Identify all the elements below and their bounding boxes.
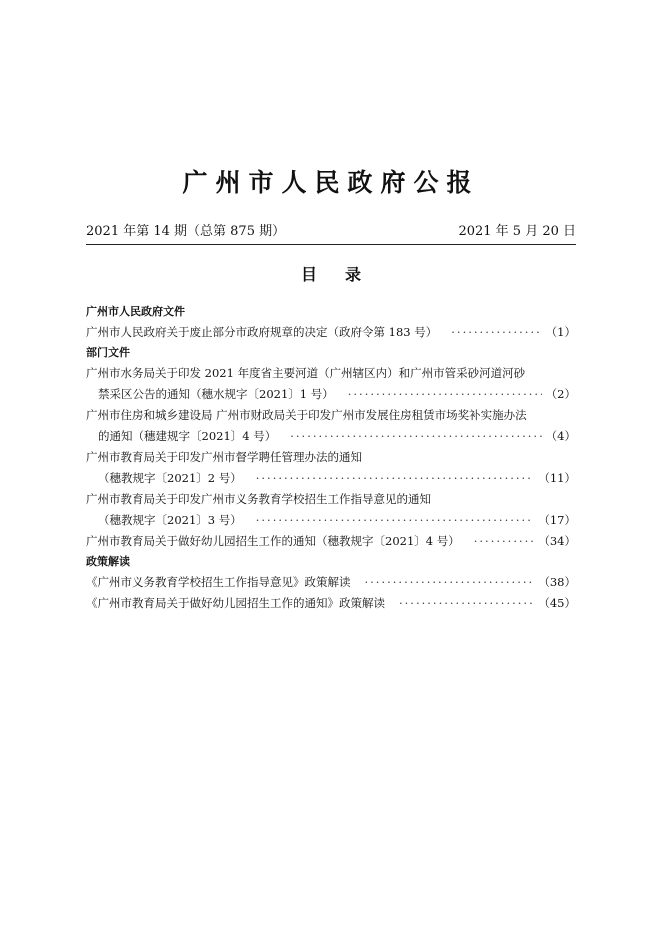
toc-entry-title-cont: （穗教规字〔2021〕3 号） [98, 513, 242, 527]
toc-entry[interactable] [86, 322, 576, 343]
bulletin-title: 广州市人民政府公报 [182, 168, 480, 197]
toc-entry[interactable] [86, 572, 576, 593]
toc-heading: 目 录 [300, 265, 362, 284]
dot-leader [399, 593, 534, 614]
toc-entry-title: 广州市教育局关于印发广州市督学聘任管理办法的通知 [86, 450, 362, 464]
toc-entry-continuation[interactable] [86, 468, 576, 489]
toc-entry-title-cont: （穗教规字〔2021〕2 号） [98, 471, 242, 485]
toc-page-number: （2） [545, 387, 576, 401]
toc-entry-title-cont: 禁采区公告的通知（穗水规字〔2021〕1 号） [98, 387, 334, 401]
toc-section-title: 广州市人民政府文件 [86, 305, 185, 318]
toc-page-number: （17） [538, 513, 576, 527]
dot-leader [256, 468, 535, 489]
toc-page-number: （45） [538, 596, 576, 610]
toc-entry-title: 广州市住房和城乡建设局 广州市财政局关于印发广州市发展住房租赁市场奖补实施办法 [86, 408, 527, 422]
toc-entry[interactable] [86, 363, 576, 384]
dot-leader [474, 531, 535, 552]
header-divider [86, 244, 576, 245]
dot-leader [365, 572, 535, 593]
toc-entry-continuation[interactable] [86, 384, 576, 405]
toc-page-number: （4） [545, 429, 576, 443]
toc-section-title: 政策解读 [86, 555, 130, 568]
toc-entry[interactable] [86, 531, 576, 552]
toc-page-number: （38） [538, 575, 576, 589]
table-of-contents [86, 302, 576, 614]
toc-entry[interactable] [86, 405, 576, 426]
dot-leader [290, 426, 541, 447]
dot-leader [256, 510, 535, 531]
toc-entry-continuation[interactable] [86, 426, 576, 447]
dot-leader [451, 322, 541, 343]
toc-entry-title-cont: 的通知（穗建规字〔2021〕4 号） [98, 429, 277, 443]
toc-entry-title: 广州市人民政府关于废止部分市政府规章的决定（政府令第 183 号） [86, 325, 438, 339]
toc-entry-continuation[interactable] [86, 510, 576, 531]
issue-number: 2021 年第 14 期（总第 875 期） [86, 224, 286, 239]
toc-entry[interactable] [86, 447, 576, 468]
toc-page-number: （11） [538, 471, 576, 485]
toc-page-number: （1） [545, 325, 576, 339]
toc-entry[interactable] [86, 489, 576, 510]
toc-page-number: （34） [538, 534, 576, 548]
toc-entry-title: 广州市水务局关于印发 2021 年度省主要河道（广州辖区内）和广州市管采砂河道河砂 [86, 366, 526, 380]
toc-entry-title: 《广州市义务教育学校招生工作指导意见》政策解读 [86, 575, 351, 589]
toc-entry-title: 广州市教育局关于印发广州市义务教育学校招生工作指导意见的通知 [86, 492, 431, 506]
toc-entry[interactable] [86, 593, 576, 614]
toc-entry-title: 广州市教育局关于做好幼儿园招生工作的通知（穗教规字〔2021〕4 号） [86, 534, 460, 548]
toc-entry-title: 《广州市教育局关于做好幼儿园招生工作的通知》政策解读 [86, 596, 385, 610]
issue-line [86, 220, 576, 239]
issue-date: 2021 年 5 月 20 日 [458, 224, 576, 239]
toc-section-title: 部门文件 [86, 346, 130, 359]
dot-leader [348, 384, 542, 405]
